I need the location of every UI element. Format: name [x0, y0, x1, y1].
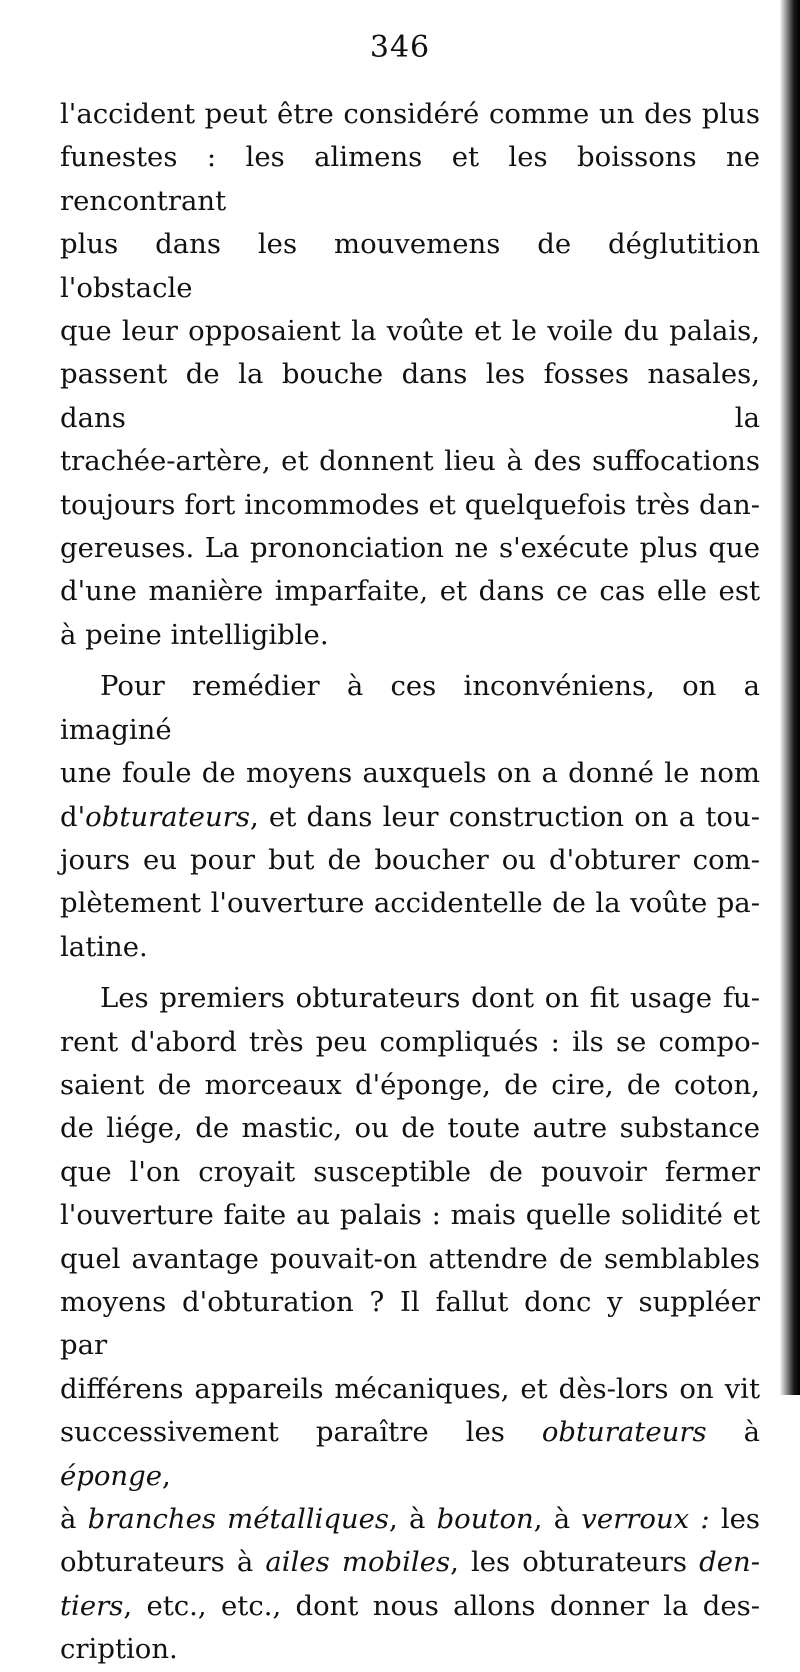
text-fragment: , les obturateurs: [450, 1546, 700, 1579]
text-fragment: les: [709, 1503, 761, 1535]
text-line: jours eu pour but de boucher ou d'obturer com-: [60, 843, 760, 876]
text-line: saient de morceaux d'éponge, de cire, de coton,: [60, 1068, 760, 1101]
text-line: passent de la bouche dans les fosses nasales, dans la: [60, 358, 760, 434]
text-fragment: , à: [533, 1503, 582, 1535]
text-line: [60, 796, 760, 839]
text-line: [60, 1498, 760, 1541]
italic-term: branches métalliques: [87, 1503, 390, 1535]
text-line: que l'on croyait susceptible de pouvoir fermer: [60, 1155, 760, 1188]
italic-term: éponge: [60, 1459, 163, 1492]
text-fragment: successivement paraître les: [60, 1416, 542, 1449]
text-fragment: , et dans leur construction on a tou-: [249, 800, 760, 833]
body-text: [60, 93, 760, 1672]
text-fragment: , à: [389, 1503, 437, 1535]
text-line: [60, 1541, 760, 1584]
italic-term: ailes mobiles: [265, 1546, 451, 1579]
text-fragment: , etc., etc., dont nous allons donner la des-: [123, 1589, 760, 1622]
text-line: l'ouverture faite au palais : mais quelle solidité et: [60, 1199, 760, 1232]
italic-term: den-: [699, 1546, 761, 1579]
text-line: toujours fort incommodes et quelquefois très dan-: [60, 488, 760, 521]
text-line: moyens d'obturation ? Il fallut donc y suppléer par: [60, 1285, 760, 1362]
text-line: cription.: [60, 1633, 178, 1666]
text-line: funestes : les alimens et les boissons ne rencontrant: [60, 141, 760, 217]
italic-term: bouton: [436, 1503, 534, 1535]
italic-term: verroux :: [581, 1503, 710, 1535]
text-line: une foule de moyens auxquels on a donné le nom: [60, 757, 760, 790]
text-line: gereuses. La prononciation ne s'exécute plus que: [60, 532, 760, 565]
text-fragment: obturateurs à: [60, 1546, 266, 1579]
text-line: [60, 1585, 760, 1628]
italic-term: tiers: [60, 1589, 124, 1622]
text-line: de liége, de mastic, ou de toute autre substance: [60, 1112, 760, 1145]
text-line: [60, 1411, 760, 1498]
text-line: plètement l'ouverture accidentelle de la voûte pa-: [60, 887, 760, 920]
text-fragment: d': [60, 800, 86, 833]
text-line: Les premiers obturateurs dont on fit usage fu-: [100, 982, 760, 1015]
text-line: à peine intelligible.: [60, 618, 329, 651]
text-line: que leur opposaient la voûte et le voile du palais,: [60, 315, 760, 348]
page-number: 346: [369, 30, 431, 65]
text-line: trachée-artère, et donnent lieu à des suffocations: [60, 445, 760, 478]
text-line: latine.: [60, 930, 148, 963]
text-fragment: à: [706, 1416, 761, 1449]
text-line: Pour remédier à ces inconvéniens, on a imaginé: [60, 670, 760, 746]
text-line: d'une manière imparfaite, et dans ce cas elle est: [60, 575, 760, 608]
text-line: différens appareils mécaniques, et dès-lors on vit: [60, 1372, 760, 1405]
text-line: rent d'abord très peu compliqués : ils se compo-: [60, 1025, 760, 1058]
text-fragment: ,: [162, 1459, 171, 1492]
text-line: l'accident peut être considéré comme un des plus: [60, 98, 760, 130]
page-edge-shadow: [780, 0, 800, 1395]
italic-term: obturateurs: [85, 800, 250, 833]
italic-term: obturateurs: [541, 1416, 707, 1449]
text-fragment: à: [60, 1503, 88, 1535]
text-line: plus dans les mouvemens de déglutition l'obstacle: [60, 228, 760, 304]
text-line: quel avantage pouvait-on attendre de semblables: [60, 1242, 760, 1275]
